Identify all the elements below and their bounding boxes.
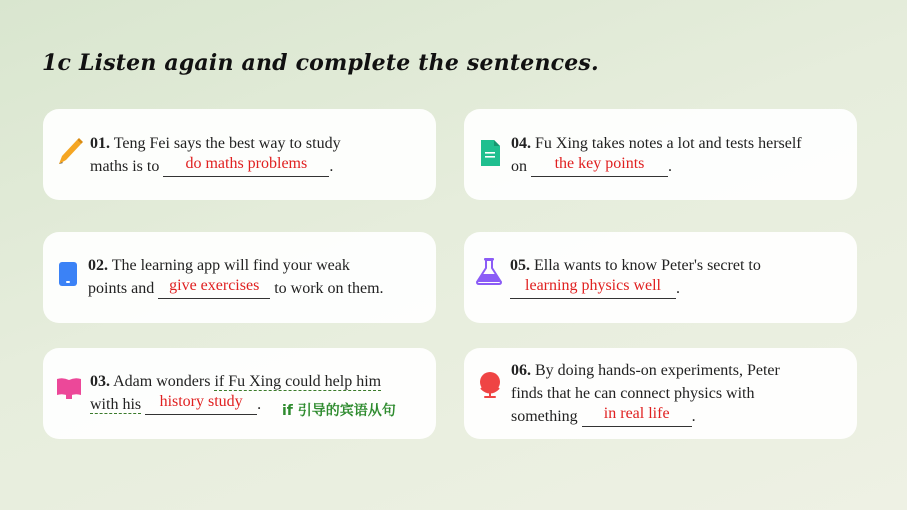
sentence-line: Adam wonders [113,373,211,390]
answer-text: give exercises [169,277,260,294]
sentence-card-06 [464,348,857,439]
object-clause-continued: with his [90,396,142,413]
pencil-icon [57,137,83,165]
item-number: 04. [511,135,531,152]
answer-text: learning physics well [525,277,661,294]
sentence-line: Fu Xing takes notes a lot and tests herself [535,135,802,152]
page-title: 1c Listen again and complete the sentences. [42,50,599,76]
sentence-card-01 [43,109,436,200]
answer-text: do maths problems [185,155,308,172]
sentence-card-04 [464,109,857,200]
sentence-end: . [691,408,696,425]
sentence-line: maths is to [90,158,160,175]
sentence-card-05 [464,232,857,323]
grammar-note: if 引导的宾语从句 [282,403,396,419]
sentence-end: . [329,158,334,175]
answer-blank [531,155,668,177]
answer-blank [163,155,329,177]
sentence-end: . [257,396,262,413]
flask-icon [476,257,502,285]
sentence-end: to work on them. [274,280,384,297]
sentence-card-03 [43,348,436,439]
item-number: 05. [510,257,530,274]
tablet-icon [58,261,78,287]
sentence-line: By doing hands-on experiments, Peter [535,362,780,379]
sentence-line: something [511,408,578,425]
book-icon [56,376,82,400]
sentence-end: . [668,158,672,175]
document-icon [479,139,501,167]
object-clause: if Fu Xing could help him [214,373,382,390]
sentence-text-01 [90,132,341,178]
sentence-text-05 [510,254,761,300]
answer-text: the key points [554,155,645,172]
answer-blank [510,277,676,299]
answer-text: in real life [603,405,670,422]
answer-text: history study [159,393,243,410]
sentence-line: points and [88,280,155,297]
answer-blank [158,277,270,299]
item-number: 01. [90,135,110,152]
sentence-line: Ella wants to know Peter's secret to [534,257,761,274]
globe-icon [477,370,503,400]
sentence-text-06 [511,359,780,428]
sentence-line: The learning app will find your weak [111,257,350,274]
item-number: 06. [511,362,531,379]
sentence-text-04 [511,132,802,178]
sentence-end: . [676,280,680,297]
answer-blank [145,393,257,415]
item-number: 03. [90,373,110,390]
sentence-line: finds that he can connect physics with [511,385,755,402]
item-number: 02. [88,257,108,274]
sentence-text-02 [88,254,384,300]
sentence-line: on [511,158,527,175]
sentence-line: Teng Fei says the best way to study [113,135,341,152]
sentence-card-02 [43,232,436,323]
answer-blank [582,405,692,427]
